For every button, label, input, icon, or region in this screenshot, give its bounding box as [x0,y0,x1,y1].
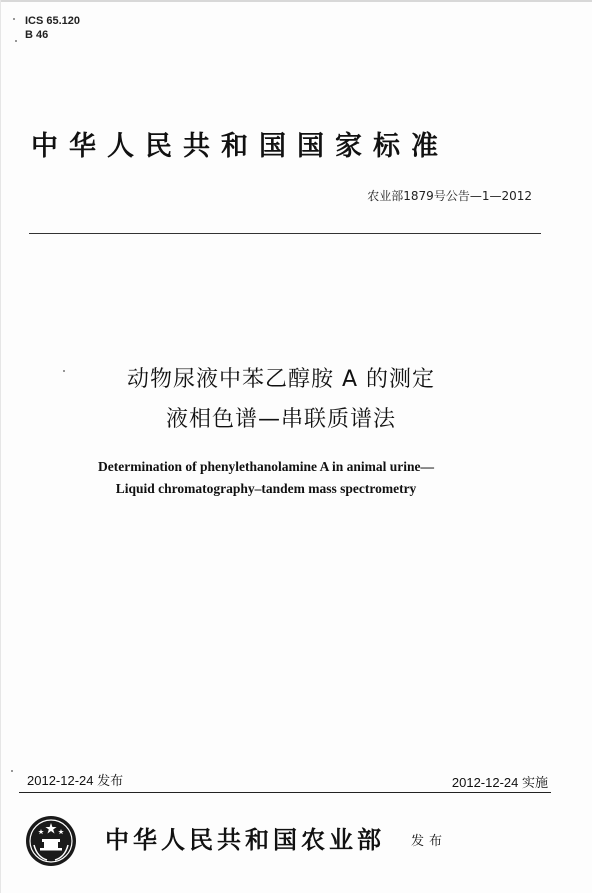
scan-speck [11,770,13,772]
scan-speck [15,40,17,42]
document-title-en [1,456,531,500]
standard-number: 农业部1879号公告—1—2012 [367,189,532,203]
document-title-en-line2: Liquid chromatography–tandem mass spectrometry [115,481,417,496]
document-title-en-line1: Determination of phenylethanolamine A in animal urine— [97,459,435,474]
classification-codes [25,14,80,42]
scan-top-edge [1,0,592,2]
bottom-divider [19,792,551,793]
document-title-cn-line1: 动物尿液中苯乙醇胺 A 的测定 [126,367,436,392]
issue-date: 2012-12-24 发布 [27,773,124,788]
scan-speck [63,370,65,372]
standard-type-title: 中华人民共和国国家标准 [31,131,449,162]
top-divider [29,233,541,234]
implementation-date: 2012-12-24 实施 [451,775,548,790]
scan-speck [13,18,15,20]
category-code: B 46 [25,29,49,41]
ics-code: ICS 65.120 [25,15,81,27]
document-title-cn-line2: 液相色谱—串联质谱法 [165,407,396,432]
national-emblem-icon [25,815,77,867]
document-title-cn [1,360,561,440]
publisher-name: 中华人民共和国农业部 [105,825,385,854]
publish-label: 发布 [411,834,448,849]
